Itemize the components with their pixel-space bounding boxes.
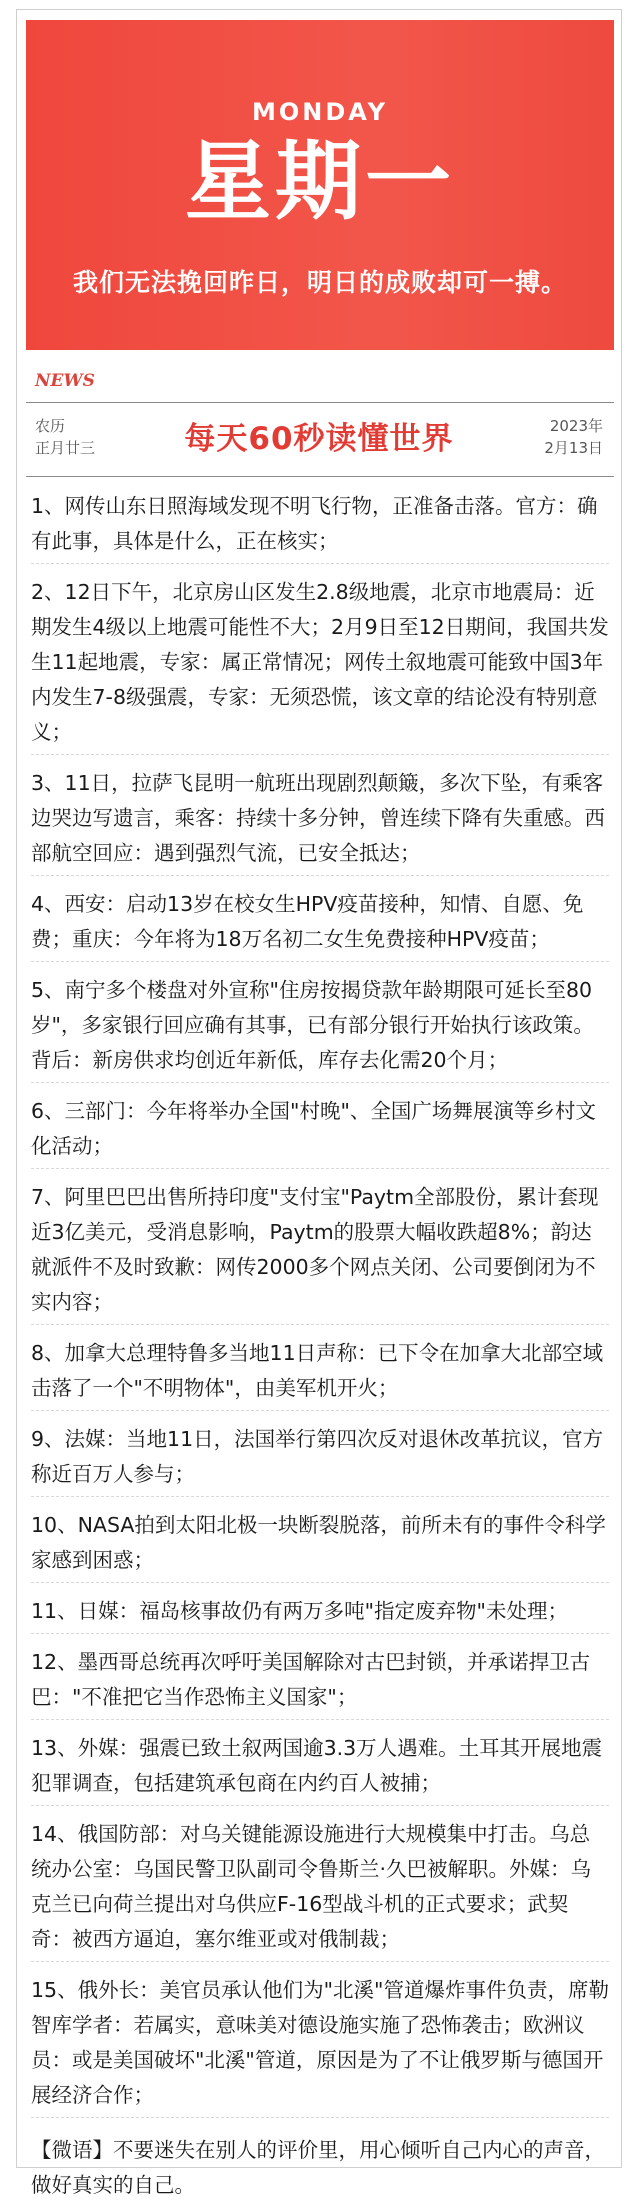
- lunar-day: 正月廿三: [35, 439, 96, 457]
- news-item: 2、12日下午，北京房山区发生2.8级地震，北京市地震局：近期发生4级以上地震可能性不大；2月9日至12日期间，我国共发生11起地震，专家：属正常情况；网传土叙地震可能致中国3年内发生7-8级强震，专家：无须恐慌，该文章的结论没有特别意义；: [31, 575, 609, 755]
- news-item: 10、NASA拍到太阳北极一块断裂脱落，前所未有的事件令科学家感到困惑；: [31, 1508, 609, 1583]
- gregorian-date: [544, 415, 603, 459]
- divider-top: [26, 402, 614, 403]
- news-item: 6、三部门：今年将举办全国"村晚"、全国广场舞展演等乡村文化活动；: [31, 1094, 609, 1169]
- year: 2023年: [549, 417, 603, 435]
- page-title: 每天60秒读懂世界: [184, 421, 454, 457]
- news-item: 4、西安：启动13岁在校女生HPV疫苗接种，知情、自愿、免费；重庆：今年将为18万名初二女生免费接种HPV疫苗；: [31, 887, 609, 962]
- news-item: 14、俄国防部：对乌关键能源设施进行大规模集中打击。乌总统办公室：乌国民警卫队副司令鲁斯兰·久巴被解职。外媒：乌克兰已向荷兰提出对乌供应F-16型战斗机的正式要求；武契奇：被西方逼迫，塞尔维亚或对俄制裁；: [31, 1817, 609, 1962]
- divider-bottom: [26, 476, 614, 477]
- news-item: 1、网传山东日照海域发现不明飞行物，正准备击落。官方：确有此事，具体是什么，正在核实；: [31, 489, 609, 564]
- news-tag: NEWS: [35, 371, 95, 391]
- news-item: 8、加拿大总理特鲁多当地11日声称：已下令在加拿大北部空域击落了一个"不明物体"，由美军机开火；: [31, 1336, 609, 1411]
- news-item: 11、日媒：福岛核事故仍有两万多吨"指定废弃物"未处理；: [31, 1594, 609, 1634]
- news-item: 3、11日，拉萨飞昆明一航班出现剧烈颠簸，多次下坠，有乘客边哭边写遗言，乘客：持续十多分钟，曾连续下降有失重感。西部航空回应：遇到强烈气流，已安全抵达；: [31, 766, 609, 876]
- daily-quote: 【微语】不要迷失在别人的评价里，用心倾听自己内心的声音，做好真实的自己。: [31, 2138, 605, 2197]
- day-banner: [26, 20, 614, 350]
- news-item: 13、外媒：强震已致土叙两国逾3.3万人遇难。土耳其开展地震犯罪调查，包括建筑承包商在内约百人被捕；: [31, 1731, 609, 1806]
- weekday-chinese: 星期一: [185, 132, 455, 232]
- news-list: [31, 489, 609, 2129]
- daily-motto: 我们无法挽回昨日，明日的成败却可一搏。: [72, 268, 567, 297]
- lunar-label: 农历: [35, 417, 66, 435]
- news-item: 7、阿里巴巴出售所持印度"支付宝"Paytm全部股份，累计套现近3亿美元，受消息影响，Paytm的股票大幅收跌超8%；韵达就派件不及时致歉：网传2000多个网点关闭、公司要倒闭为不实内容；: [31, 1180, 609, 1325]
- news-item: 12、墨西哥总统再次呼吁美国解除对古巴封锁，并承诺捍卫古巴："不准把它当作恐怖主义国家"；: [31, 1645, 609, 1720]
- weekday-english: MONDAY: [252, 98, 388, 126]
- page-frame: [16, 9, 622, 2197]
- news-item: 9、法媒：当地11日，法国举行第四次反对退休改革抗议，官方称近百万人参与；: [31, 1422, 609, 1497]
- month-day: 2月13日: [544, 439, 603, 457]
- news-item: 15、俄外长：美官员承认他们为"北溪"管道爆炸事件负责，席勒智库学者：若属实，意味美对德设施实施了恐怖袭击；欧洲议员：或是美国破坏"北溪"管道，原因是为了不让俄罗斯与德国开展经济合作；: [31, 1973, 609, 2118]
- news-item: 5、南宁多个楼盘对外宣称"住房按揭贷款年龄期限可延长至80岁"，多家银行回应确有其事，已有部分银行开始执行该政策。背后：新房供求均创近年新低，库存去化需20个月；: [31, 973, 609, 1083]
